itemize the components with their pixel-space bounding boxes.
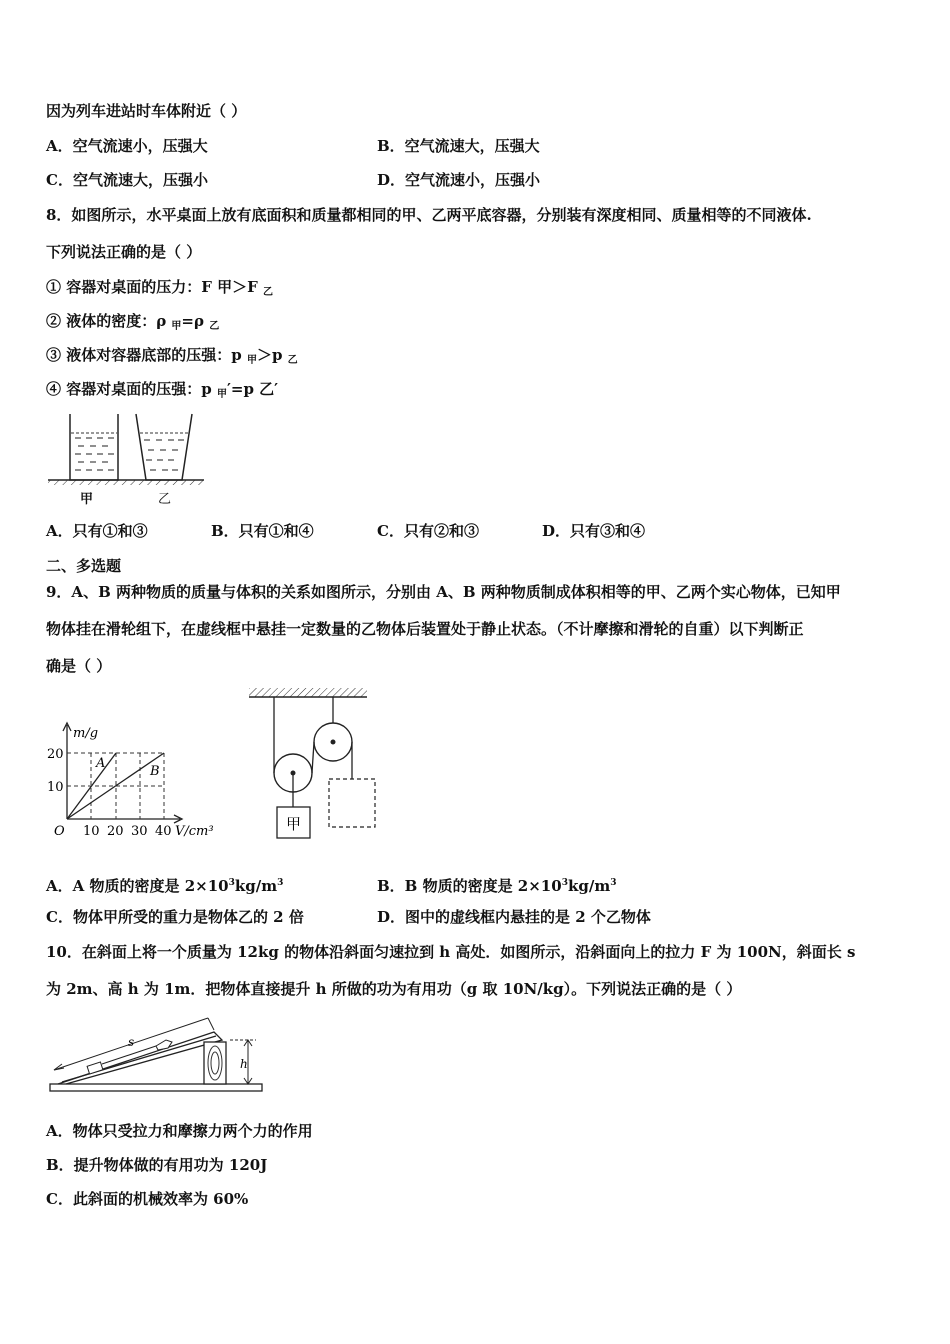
q8-statement-4-mid: ′=p 乙′ <box>226 380 279 398</box>
q9-option-c[interactable]: C．物体甲所受的重力是物体乙的 2 倍 <box>46 908 304 926</box>
q7-option-d[interactable]: D．空气流速小，压强小 <box>377 171 541 189</box>
q9-stem-line1: 9．A、B 两种物质的质量与体积的关系如图所示，分别由 A、B 两种物质制成体积相等的甲、乙两个实心物体，已知甲 <box>46 583 841 601</box>
q10-stem-line2: 为 2m、高 h 为 1m．把物体直接提升 h 所做的功为有用功（g 取 10N/kg）。下列说法正确的是（ ） <box>46 980 742 998</box>
q8-statement-2-sub1: 甲 <box>171 321 182 332</box>
q9-option-a[interactable] <box>46 873 283 896</box>
q8-statement-3-sub1: 甲 <box>246 355 257 366</box>
graph-x-tick-20: 20 <box>107 824 124 839</box>
ropes <box>274 697 352 779</box>
q10-option-b[interactable]: B．提升物体做的有用功为 120J <box>46 1156 268 1174</box>
graph-line-b-label: B <box>150 764 160 779</box>
q8-statement-1-sub: 乙 <box>262 287 273 298</box>
graph-x-label: V/cm³ <box>175 824 214 839</box>
block-jia-label: 甲 <box>286 815 302 833</box>
q10-stem-line1: 10．在斜面上将一个质量为 12kg 的物体沿斜面匀速拉到 h 高处．如图所示，沿斜面向上的拉力 F 为 100N，斜面长 s <box>46 943 856 961</box>
q9-option-a-unit-exp: 3 <box>277 878 284 888</box>
q9-option-a-text: A．A 物质的密度是 2×10 <box>46 877 229 895</box>
q8-label-jia: 甲 <box>80 492 94 507</box>
q9-mass-volume-graph <box>40 715 230 845</box>
q9-option-a-unit: kg/m <box>234 877 278 895</box>
graph-y-label: m/g <box>73 726 99 741</box>
q8-statement-3-sub2: 乙 <box>287 355 298 366</box>
q8-statement-3-mid: ＞p <box>256 346 288 364</box>
q9-option-d[interactable]: D．图中的虚线框内悬挂的是 2 个乙物体 <box>377 908 651 926</box>
q8-statement-4-text: ④ 容器对桌面的压强：p <box>46 380 217 398</box>
q8-option-d[interactable]: D．只有③和④ <box>542 522 646 540</box>
q8-label-yi: 乙 <box>158 492 172 507</box>
q10-option-a[interactable]: A．物体只受拉力和摩擦力两个力的作用 <box>46 1122 313 1140</box>
ceiling <box>249 688 367 697</box>
q10-option-c[interactable]: C．此斜面的机械效率为 60% <box>46 1190 249 1208</box>
length-label: s <box>128 1035 135 1049</box>
q9-option-b-exp: 3 <box>561 878 568 888</box>
movable-pulley <box>274 754 312 807</box>
q8-statement-1 <box>46 277 273 303</box>
q8-option-b[interactable]: B．只有①和④ <box>211 522 314 540</box>
q8-stem-line2: 下列说法正确的是（ ） <box>46 243 202 261</box>
q9-stem-line2: 物体挂在滑轮组下，在虚线框中悬挂一定数量的乙物体后装置处于静止状态。（不计摩擦和滑轮的自重）以下判断正 <box>46 620 804 638</box>
graph-x-tick-10: 10 <box>83 824 100 839</box>
height-label: h <box>240 1057 248 1071</box>
q9-option-b-text: B．B 物质的密度是 2×10 <box>377 877 562 895</box>
graph-x-tick-30: 30 <box>131 824 148 839</box>
q8-statement-2-text: ② 液体的密度：ρ <box>46 312 172 330</box>
q9-pulley-system <box>245 685 385 845</box>
container-jia <box>70 414 118 480</box>
q7-option-c[interactable]: C．空气流速大，压强小 <box>46 171 208 189</box>
q9-option-a-exp: 3 <box>228 878 235 888</box>
dashed-box <box>329 779 375 827</box>
support-block <box>204 1042 226 1084</box>
q9-option-b-unit-exp: 3 <box>610 878 617 888</box>
q8-containers-figure <box>44 410 214 510</box>
q8-statement-2 <box>46 311 219 337</box>
q8-statement-2-mid: =ρ <box>181 312 210 330</box>
q7-option-a[interactable]: A．空气流速小，压强大 <box>46 137 208 155</box>
q7-stem: 因为列车进站时车体附近（ ） <box>46 102 247 120</box>
section-multiple-choice: 二、多选题 <box>46 557 122 575</box>
q8-stem-line1: 8．如图所示，水平桌面上放有底面积和质量都相同的甲、乙两平底容器，分别装有深度相同、质量相等的不同液体. <box>46 206 812 224</box>
q8-statement-3 <box>46 345 298 371</box>
container-yi <box>136 414 192 480</box>
q9-option-b-unit: kg/m <box>567 877 611 895</box>
q7-option-b[interactable]: B．空气流速大，压强大 <box>377 137 540 155</box>
q8-statement-3-text: ③ 液体对容器底部的压强：p <box>46 346 247 364</box>
q9-stem-line3: 确是（ ） <box>46 657 112 675</box>
q8-statement-4-sub1: 甲 <box>216 389 227 400</box>
graph-y-tick-10: 10 <box>47 780 64 795</box>
graph-origin: O <box>54 824 65 839</box>
q8-option-c[interactable]: C．只有②和③ <box>377 522 479 540</box>
q9-option-b[interactable] <box>377 873 616 896</box>
incline-board <box>58 1032 222 1084</box>
q10-incline-figure <box>44 1012 269 1097</box>
graph-x-tick-40: 40 <box>155 824 172 839</box>
graph-line-a-label: A <box>96 756 106 771</box>
fixed-pulley <box>314 697 352 761</box>
q8-statement-1-text: ① 容器对桌面的压力：F 甲＞F <box>46 278 263 296</box>
q8-statement-2-sub2: 乙 <box>209 321 220 332</box>
q8-statement-4 <box>46 379 278 405</box>
graph-y-tick-20: 20 <box>47 747 64 762</box>
q8-option-a[interactable]: A．只有①和③ <box>46 522 148 540</box>
ground <box>50 1084 262 1091</box>
